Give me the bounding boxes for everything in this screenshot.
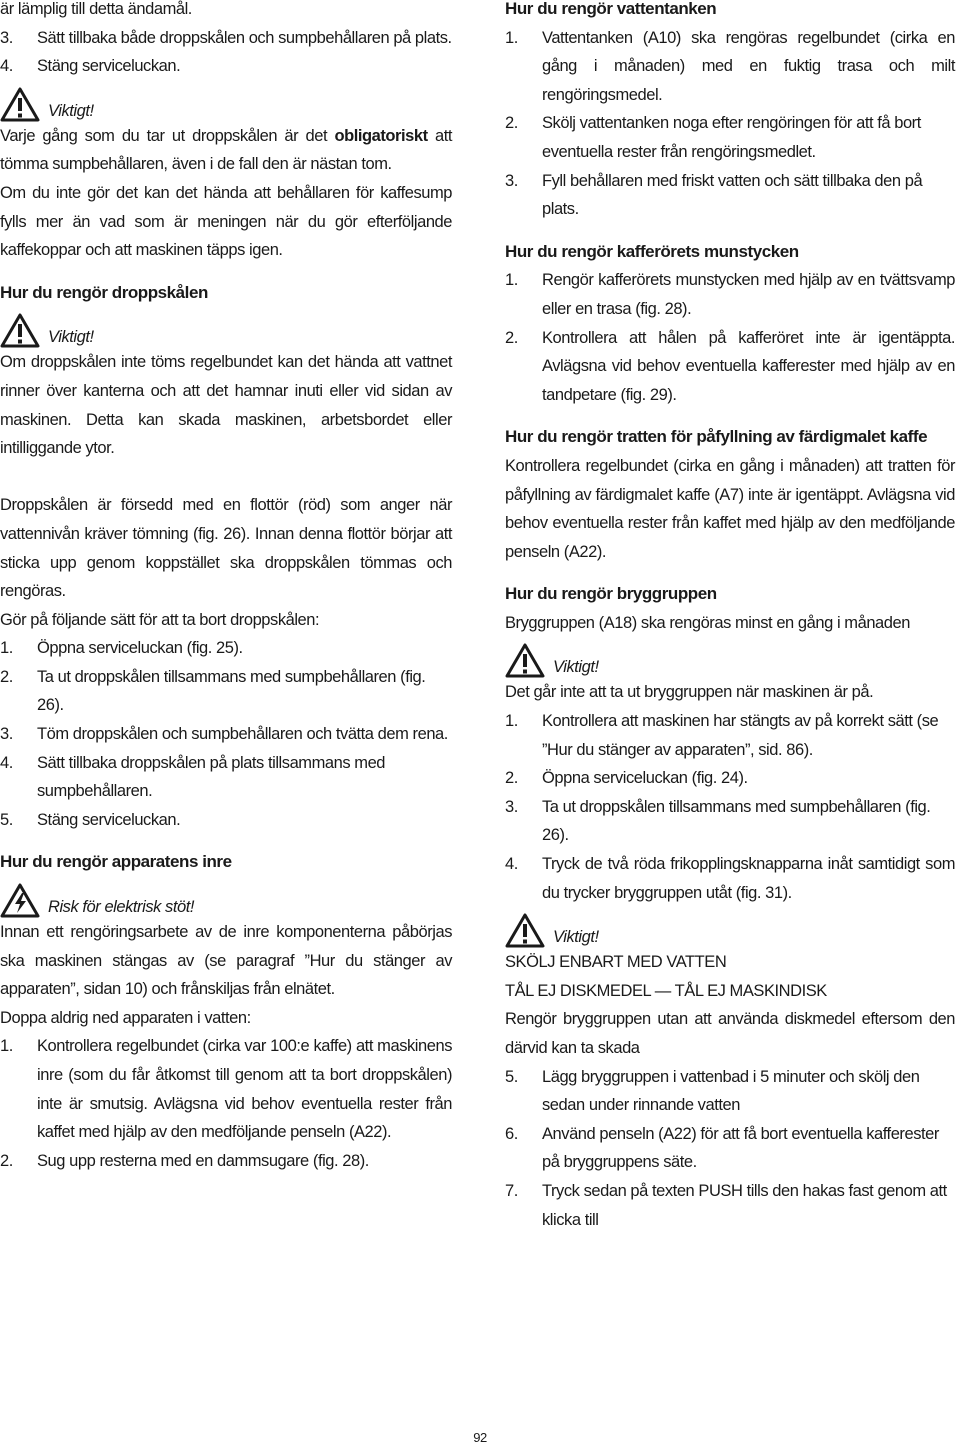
warning-title: Viktigt! <box>48 101 94 120</box>
list-item: 7. Tryck sedan på texten PUSH tills den hakas fast genom att klicka till <box>505 1181 947 1229</box>
heading-inner: Hur du rengör apparatens inre <box>0 852 232 872</box>
heading-drip-tray: Hur du rengör droppskålen <box>0 282 208 302</box>
warning-text: Om droppskålen inte töms regelbundet kan det hända att vattnet rinner över kanterna och att det hamnar inuti eller vid sidan av maskinen. Detta kan skada maskinen, arbetsbordet eller intilliggande ytor. <box>0 353 452 458</box>
heading-spouts: Hur du rengör kafferörets munstycken <box>505 241 799 261</box>
caps-notice-2: TÅL EJ DISKMEDEL — TÅL EJ MASKINDISK <box>505 981 827 1000</box>
warning-text-2: Om du inte gör det kan det hända att behållaren för kaffesump fylls mer än vad som är meningen när du gör efterföljande kaffekoppar och att maskinen täpps igen. <box>0 183 452 260</box>
warning-text: Rengör bryggruppen utan att använda diskmedel eftersom den därvid kan ta skada <box>505 1010 955 1057</box>
list-item: 2. Skölj vattentanken noga efter rengöringen för att få bort eventuella rester från rengöringsmedlet. <box>505 114 921 161</box>
left-column <box>0 0 452 1175</box>
brew-steps <box>505 707 955 907</box>
list-item: 2. Ta ut droppskålen tillsammans med sumpbehållaren (fig. 26). <box>0 667 426 715</box>
warning-triangle-icon <box>0 87 40 122</box>
warning-text: Varje gång som du tar ut droppskålen är det obligatoriskt att tömma sumpbehållaren, även i de fall den är nästan tom. <box>0 126 452 174</box>
steps-lead: Gör på följande sätt för att ta bort droppskålen: <box>0 610 320 629</box>
warning-block <box>0 85 452 122</box>
drip-steps <box>0 634 452 834</box>
warning-title: Viktigt! <box>553 928 599 947</box>
list-item: 1. Kontrollera regelbundet (cirka var 100:e kaffe) att maskinens inre (som du får åtkomst till genom att ta bort droppskålen) inte är smutsig. Avlägsna vid behov eventuella rester från kaffet med hjälp av den medföljande penseln (A22). <box>0 1037 452 1142</box>
funnel-text: Kontrollera regelbundet (cirka en gång i månaden) att tratten för påfyllning av färdigmalet kaffe (A7) inte är igentäppt. Avlägsna vid behov eventuella rester från kaffet med hjälp av den medföljande penseln (A22). <box>505 456 955 561</box>
warning-triangle-icon <box>0 313 40 348</box>
list-item: 1. Kontrollera att maskinen har stängts av på korrekt sätt (se ”Hur du stänger av apparaten”, sid. 86). <box>505 712 939 759</box>
risk-block <box>0 881 452 918</box>
intro-tail: är lämplig till detta ändamål. <box>0 0 192 18</box>
electric-shock-warning-icon <box>0 883 40 918</box>
list-item: 3. Ta ut droppskålen tillsammans med sumpbehållaren (fig. 26). <box>505 797 931 845</box>
risk-text: Innan ett rengöringsarbete av de inre komponenterna påbörjas ska maskinen stängas av (se paragraf ”Hur du stänger av apparaten”, sidan 10) och frånskiljas från elnätet. <box>0 923 452 999</box>
list-item: 4. Sätt tillbaka droppskålen på plats tillsammans med sumpbehållaren. <box>0 753 386 801</box>
intro-steps <box>0 24 452 81</box>
caps-notice-1: SKÖLJ ENBART MED VATTEN <box>505 953 727 972</box>
brew-intro: Bryggruppen (A18) ska rengöras minst en gång i månaden <box>505 613 910 632</box>
brew-steps-2 <box>505 1063 955 1235</box>
warning-block <box>505 641 955 678</box>
list-item: 4. Stäng serviceluckan. <box>0 57 181 76</box>
list-item: 3. Sätt tillbaka både droppskålen och sumpbehållaren på plats. <box>0 28 452 47</box>
heading-brew-unit: Hur du rengör bryggruppen <box>505 584 717 604</box>
heading-funnel: Hur du rengör tratten för påfyllning av färdigmalet kaffe <box>505 427 928 447</box>
list-item: 5. Stäng serviceluckan. <box>0 810 181 829</box>
float-text: Droppskålen är försedd med en flottör (röd) som anger när vattennivån kräver tömning (fig. 26). Innan denna flottör börjar att sticka upp genom koppstället ska droppskålen tömmas och rengöras. <box>0 496 452 601</box>
warning-title: Viktigt! <box>48 328 94 347</box>
warning-triangle-icon <box>505 913 545 948</box>
spout-steps <box>505 266 955 409</box>
list-item: 2. Öppna serviceluckan (fig. 24). <box>505 769 748 788</box>
warning-triangle-icon <box>505 643 545 678</box>
list-item: 3. Töm droppskålen och sumpbehållaren och tvätta dem rena. <box>0 725 448 744</box>
warning-block <box>505 911 955 948</box>
list-item: 1. Vattentanken (A10) ska rengöras regelbundet (cirka en gång i månaden) med en fuktig trasa och milt rengöringsmedel. <box>505 28 955 104</box>
tank-steps <box>505 24 955 224</box>
inner-lead: Doppa aldrig ned apparaten i vatten: <box>0 1008 251 1027</box>
list-item: 2. Sug upp resterna med en dammsugare (fig. 28). <box>0 1151 369 1170</box>
page-number: 92 <box>473 1430 487 1445</box>
warning-block <box>0 311 452 348</box>
right-column <box>505 0 955 1234</box>
list-item: 1. Rengör kafferörets munstycken med hjälp av en tvättsvamp eller en trasa (fig. 28). <box>505 271 955 318</box>
warning-text: Det går inte att ta ut bryggruppen när maskinen är på. <box>505 683 874 702</box>
list-item: 6. Använd penseln (A22) för att få bort eventuella kafferester på bryggruppens säte. <box>505 1124 939 1172</box>
warning-title: Viktigt! <box>553 658 599 677</box>
list-item: 4. Tryck de två röda frikopplingsknapparna inåt samtidigt som du trycker bryggruppen utåt (fig. 31). <box>505 855 955 902</box>
heading-water-tank: Hur du rengör vattentanken <box>505 0 717 18</box>
inner-steps <box>0 1032 452 1175</box>
list-item: 3. Fyll behållaren med friskt vatten och sätt tillbaka den på plats. <box>505 171 923 219</box>
list-item: 2. Kontrollera att hålen på kafferöret inte är igentäppta. Avlägsna vid behov eventuella kafferester med hjälp av en tandpetare (fig. 29). <box>505 328 955 404</box>
list-item: 1. Öppna serviceluckan (fig. 25). <box>0 639 243 658</box>
risk-title: Risk för elektrisk stöt! <box>48 898 194 917</box>
list-item: 5. Lägg bryggruppen i vattenbad i 5 minuter och skölj den sedan under rinnande vatten <box>505 1067 920 1115</box>
